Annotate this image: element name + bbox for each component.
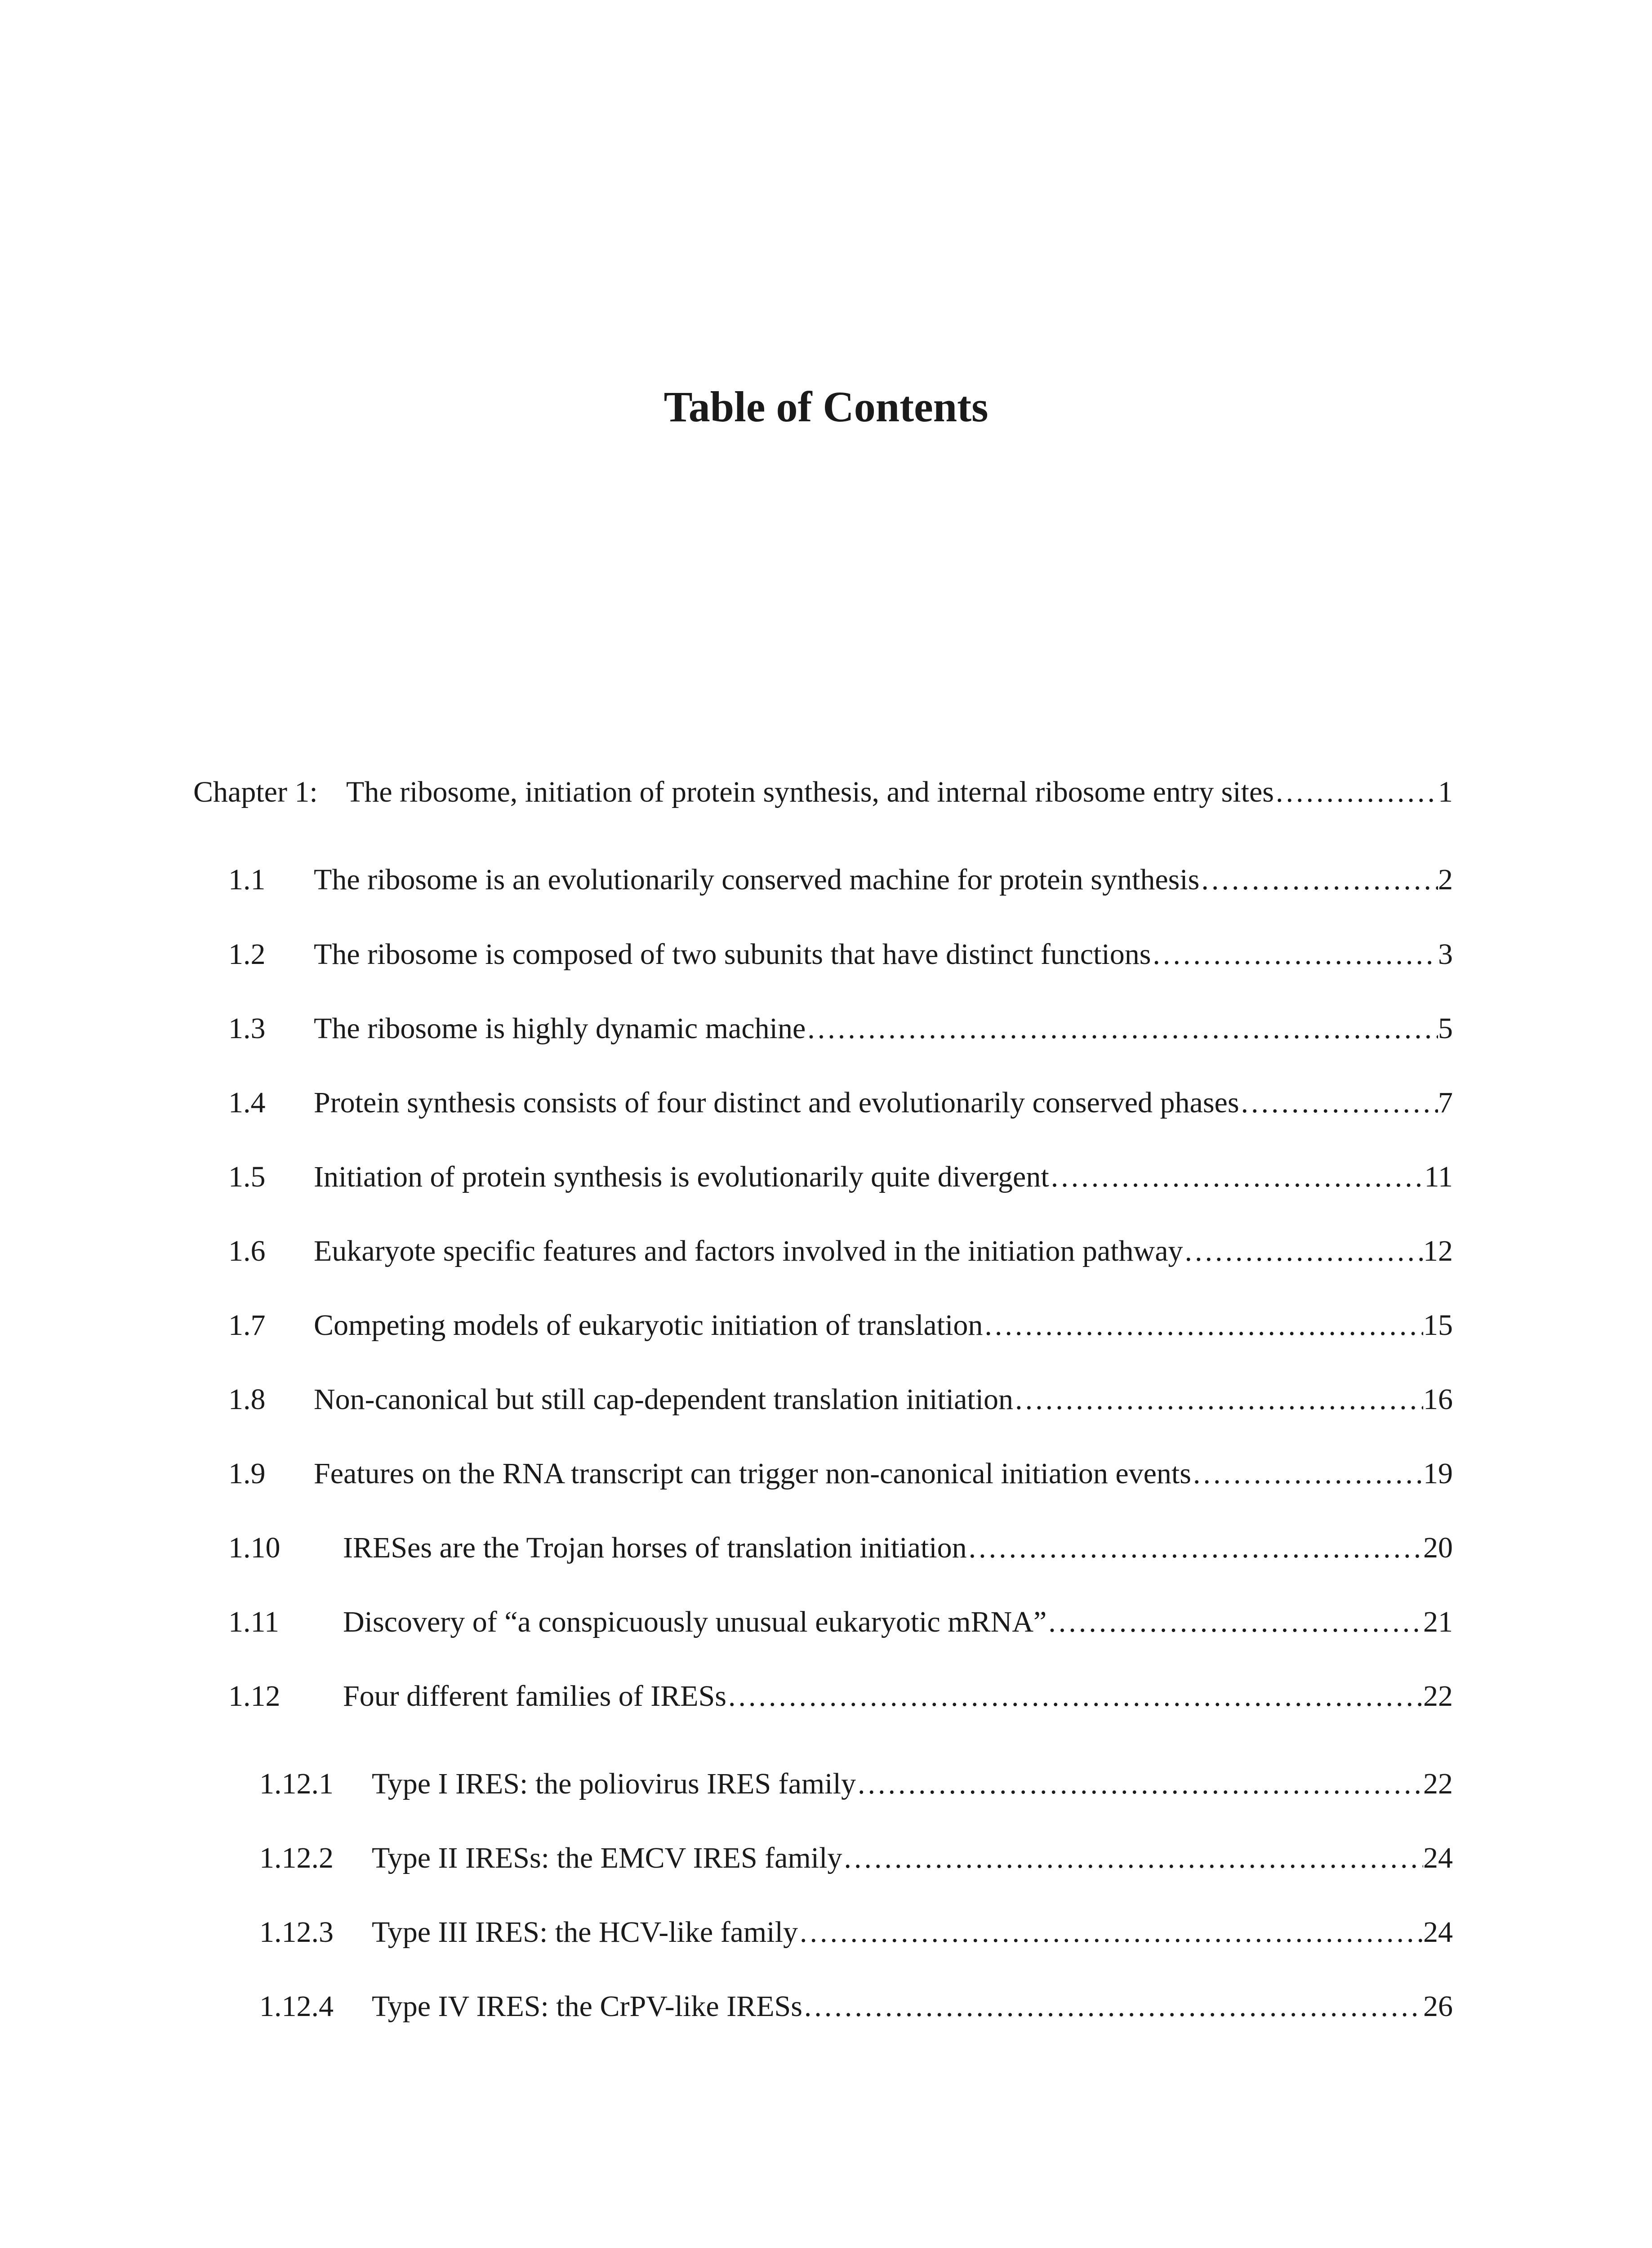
toc-entry-title: The ribosome is composed of two subunits that have distinct functions: [314, 938, 1151, 971]
toc-entry-1-12-4[interactable]: [259, 1986, 1453, 2027]
toc-entry-number: 1.7: [228, 1309, 266, 1342]
toc-entry-number: 1.2: [228, 938, 266, 971]
toc-entry-1-5[interactable]: [228, 1157, 1453, 1197]
toc-entry-number: 1.3: [228, 1012, 266, 1045]
dot-leader: [1013, 1379, 1423, 1420]
toc-entry-number: 1.12.3: [259, 1916, 334, 1949]
dot-leader: [983, 1305, 1423, 1346]
dot-leader: [1274, 772, 1438, 812]
toc-entry-title: Initiation of protein synthesis is evolutionarily quite divergent: [314, 1160, 1049, 1193]
toc-entry-page: 2: [1438, 863, 1453, 896]
dot-leader: [806, 1008, 1438, 1049]
toc-entry-chapter-1[interactable]: [193, 772, 1453, 812]
toc-entry-title: Features on the RNA transcript can trigger non-canonical initiation events: [314, 1457, 1191, 1490]
toc-entry-1-10[interactable]: [228, 1528, 1453, 1568]
toc-entry-1-4[interactable]: [228, 1083, 1453, 1123]
toc-entry-number: 1.6: [228, 1235, 266, 1267]
toc-entry-page: 24: [1423, 1842, 1453, 1874]
toc-entry-number: 1.5: [228, 1160, 266, 1193]
toc-entry-title: Four different families of IRESs: [343, 1680, 726, 1713]
toc-entry-page: 22: [1423, 1680, 1453, 1713]
toc-entry-page: 22: [1423, 1767, 1453, 1800]
toc-entry-number: 1.12.2: [259, 1842, 334, 1874]
toc-entry-number: 1.10: [228, 1531, 281, 1564]
dot-leader: [802, 1986, 1423, 2027]
toc-entry-1-12-1[interactable]: [259, 1764, 1453, 1804]
dot-leader: [1183, 1231, 1424, 1271]
dot-leader: [1191, 1454, 1423, 1494]
dot-leader: [967, 1528, 1423, 1568]
toc-entry-1-1[interactable]: [228, 860, 1453, 900]
toc-entry-1-8[interactable]: [228, 1379, 1453, 1420]
dot-leader: [726, 1676, 1423, 1717]
toc-entry-title: Eukaryote specific features and factors involved in the initiation pathway: [314, 1235, 1183, 1267]
toc-entry-page: 19: [1423, 1457, 1453, 1490]
toc-entry-page: 5: [1438, 1012, 1453, 1045]
toc-entry-page: 3: [1438, 938, 1453, 971]
toc-entry-page: 12: [1423, 1235, 1453, 1267]
toc-entry-1-12-2[interactable]: [259, 1838, 1453, 1878]
toc-entry-title: The ribosome is highly dynamic machine: [314, 1012, 806, 1045]
dot-leader: [1049, 1157, 1425, 1197]
toc-entry-number: 1.4: [228, 1086, 266, 1119]
toc-entry-page: 21: [1423, 1606, 1453, 1638]
toc-entry-title: Discovery of “a conspicuously unusual eukaryotic mRNA”: [343, 1606, 1047, 1638]
toc-entry-page: 1: [1438, 776, 1453, 808]
toc-entry-number: 1.8: [228, 1383, 266, 1416]
toc-entry-number: 1.1: [228, 863, 266, 896]
toc-entry-1-12[interactable]: [228, 1676, 1453, 1717]
toc-entry-title: Protein synthesis consists of four distinct and evolutionarily conserved phases: [314, 1086, 1239, 1119]
toc-entry-title: Type II IRESs: the EMCV IRES family: [372, 1842, 842, 1874]
page-title: Table of Contents: [663, 383, 989, 431]
dot-leader: [856, 1764, 1423, 1804]
toc-entry-1-9[interactable]: [228, 1454, 1453, 1494]
toc-entry-page: 7: [1438, 1086, 1453, 1119]
dot-leader: [1046, 1602, 1423, 1642]
toc-entry-title: Non-canonical but still cap-dependent translation initiation: [314, 1383, 1014, 1416]
toc-entry-title: The ribosome is an evolutionarily conserved machine for protein synthesis: [314, 863, 1200, 896]
toc-entry-number: 1.12: [228, 1680, 281, 1713]
toc-entry-number: 1.12.1: [259, 1767, 334, 1800]
toc-entry-title: The ribosome, initiation of protein synthesis, and internal ribosome entry sites: [346, 776, 1274, 808]
dot-leader: [842, 1838, 1423, 1878]
toc-entry-page: 24: [1423, 1916, 1453, 1949]
toc-entry-page: 15: [1423, 1309, 1453, 1342]
dot-leader: [1239, 1083, 1438, 1123]
toc-entry-1-2[interactable]: [228, 934, 1453, 975]
toc-entry-1-6[interactable]: [228, 1231, 1453, 1271]
toc-entry-title: Type IV IRES: the CrPV-like IRESs: [372, 1990, 802, 2023]
toc-entry-page: 20: [1423, 1531, 1453, 1564]
toc-entry-title: Type III IRES: the HCV-like family: [372, 1916, 798, 1949]
toc-entry-number: 1.12.4: [259, 1990, 334, 2023]
dot-leader: [1151, 934, 1438, 975]
toc-entry-1-11[interactable]: [228, 1602, 1453, 1642]
toc-entry-number: Chapter 1:: [193, 776, 318, 808]
toc-entry-1-12-3[interactable]: [259, 1912, 1453, 1953]
dot-leader: [798, 1912, 1423, 1953]
toc-entry-number: 1.9: [228, 1457, 266, 1490]
toc-entry-page: 16: [1423, 1383, 1453, 1416]
toc-entry-page: 26: [1423, 1990, 1453, 2023]
toc-entry-title: IRESes are the Trojan horses of translation initiation: [343, 1531, 967, 1564]
toc-entry-title: Competing models of eukaryotic initiation of translation: [314, 1309, 983, 1342]
toc-entry-page: 11: [1424, 1160, 1453, 1193]
toc-entry-number: 1.11: [228, 1606, 280, 1638]
toc-entry-1-7[interactable]: [228, 1305, 1453, 1346]
toc-entry-title: Type I IRES: the poliovirus IRES family: [372, 1767, 856, 1800]
toc-entry-1-3[interactable]: [228, 1008, 1453, 1049]
dot-leader: [1199, 860, 1438, 900]
